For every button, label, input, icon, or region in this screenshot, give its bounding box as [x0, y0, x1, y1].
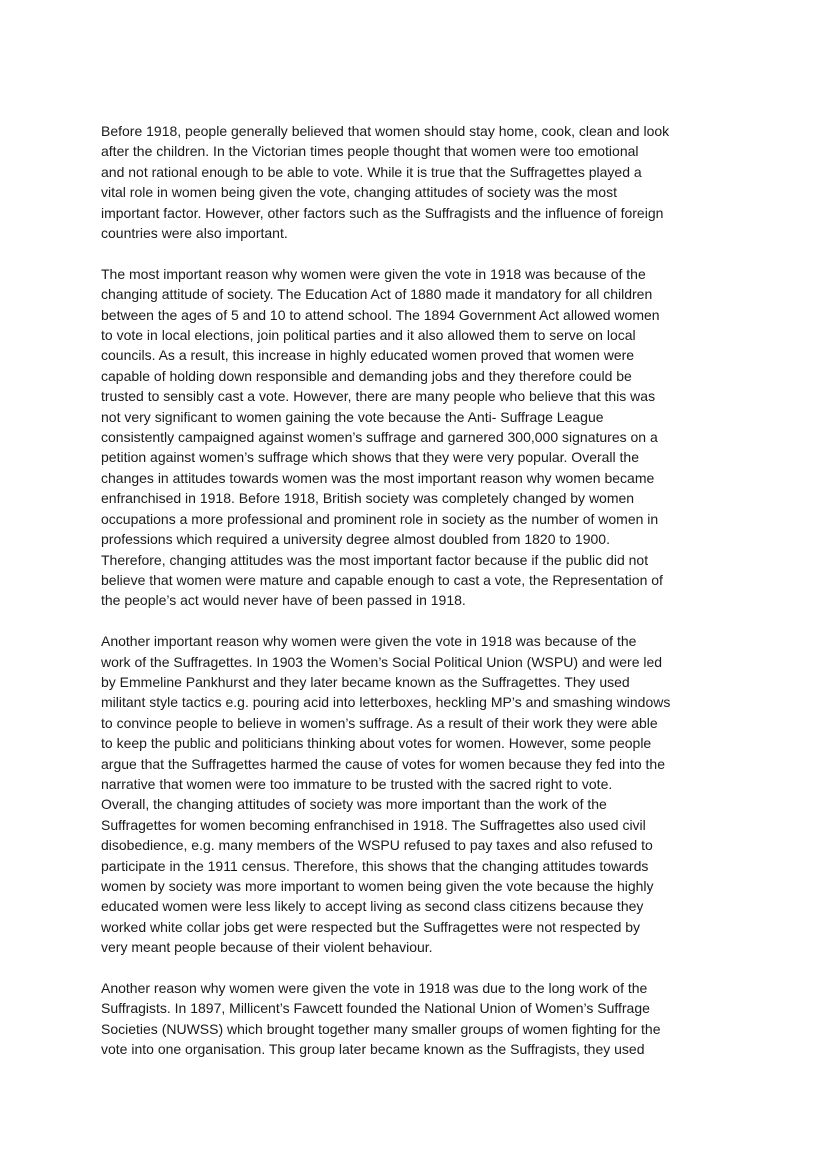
paragraph-suffragists — [101, 978, 733, 1060]
text-line: petition against women’s suffrage which shows that they were very popular. Overall the — [101, 449, 639, 466]
text-line: vote into one organisation. This group later became known as the Suffragists, they used — [101, 1041, 645, 1058]
text-line: vital role in women being given the vote, changing attitudes of society was the most — [101, 184, 617, 201]
text-line: educated women were less likely to accept living as second class citizens because they — [101, 898, 644, 915]
text-line: disobedience, e.g. many members of the WSPU refused to pay taxes and also refused to — [101, 837, 653, 854]
text-line: to vote in local elections, join political parties and it also allowed them to serve on local — [101, 327, 636, 344]
text-line: consistently campaigned against women’s suffrage and garnered 300,000 signatures on a — [101, 429, 658, 446]
text-line: worked white collar jobs get were respected but the Suffragettes were not respected by — [101, 918, 641, 935]
text-line: capable of holding down responsible and demanding jobs and they therefore could be — [101, 367, 632, 384]
text-line: argue that the Suffragettes harmed the cause of votes for women because they fed into the — [101, 755, 665, 772]
text-line: trusted to sensibly cast a vote. However, there are many people who believe that this was — [101, 388, 656, 405]
text-line: women by society was more important to women being given the vote because the highly — [101, 878, 654, 894]
text-line: changes in attitudes towards women was the most important reason why women became — [101, 469, 655, 486]
text-line: councils. As a result, this increase in highly educated women proved that women were — [101, 347, 635, 364]
text-line: Another reason why women were given the vote in 1918 was due to the long work of the — [101, 980, 648, 997]
text-line: countries were also important. — [101, 225, 288, 242]
text-line: participate in the 1911 census. Therefore, this shows that the changing attitudes towards — [101, 857, 649, 874]
essay-body — [101, 121, 733, 1080]
text-line: narrative that women were too immature to be trusted with the sacred right to vote. — [101, 775, 613, 792]
paragraph-changing-attitudes — [101, 264, 733, 611]
text-line: work of the Suffragettes. In 1903 the Women’s Social Political Union (WSPU) and were led — [101, 653, 663, 670]
text-line: believe that women were mature and capable enough to cast a vote, the Representation of — [101, 571, 663, 588]
text-line: Therefore, changing attitudes was the most important factor because if the public did not — [101, 551, 649, 568]
text-line: militant style tactics e.g. pouring acid into letterboxes, heckling MP’s and smashing windows — [101, 694, 671, 711]
text-line: Before 1918, people generally believed that women should stay home, cook, clean and look — [101, 123, 670, 139]
text-line: by Emmeline Pankhurst and they later became known as the Suffragettes. They used — [101, 673, 630, 690]
text-line: to convince people to believe in women’s suffrage. As a result of their work they were able — [101, 714, 658, 731]
text-line: and not rational enough to be able to vote. While it is true that the Suffragettes played a — [101, 163, 642, 180]
text-line: Another important reason why women were given the vote in 1918 was because of the — [101, 633, 637, 650]
text-line: Suffragists. In 1897, Millicent’s Fawcett founded the National Union of Women’s Suffrage — [101, 1000, 650, 1017]
text-line: very meant people because of their violent behaviour. — [101, 939, 433, 956]
text-line: Societies (NUWSS) which brought together many smaller groups of women fighting for the — [101, 1020, 661, 1037]
text-line: changing attitude of society. The Education Act of 1880 made it mandatory for all children — [101, 286, 653, 303]
paragraph-suffragettes — [101, 631, 733, 958]
text-line: Overall, the changing attitudes of society was more important than the work of the — [101, 796, 607, 813]
text-line: Suffragettes for women becoming enfranchised in 1918. The Suffragettes also used civil — [101, 816, 646, 833]
text-line: occupations a more professional and prominent role in society as the number of women in — [101, 510, 659, 527]
text-line: enfranchised in 1918. Before 1918, British society was completely changed by women — [101, 490, 635, 507]
text-line: professions which required a university degree almost doubled from 1820 to 1900. — [101, 531, 610, 548]
text-line: the people’s act would never have of been passed in 1918. — [101, 592, 466, 609]
text-line: to keep the public and politicians thinking about votes for women. However, some people — [101, 735, 652, 752]
text-line: important factor. However, other factors such as the Suffragists and the influence of foreign — [101, 204, 664, 221]
text-line: after the children. In the Victorian times people thought that women were too emotional — [101, 143, 639, 160]
text-line: between the ages of 5 and 10 to attend school. The 1894 Government Act allowed women — [101, 306, 660, 323]
text-line: not very significant to women gaining the vote because the Anti- Suffrage League — [101, 408, 604, 425]
text-line: The most important reason why women were given the vote in 1918 was because of the — [101, 265, 646, 282]
paragraph-introduction — [101, 121, 733, 243]
